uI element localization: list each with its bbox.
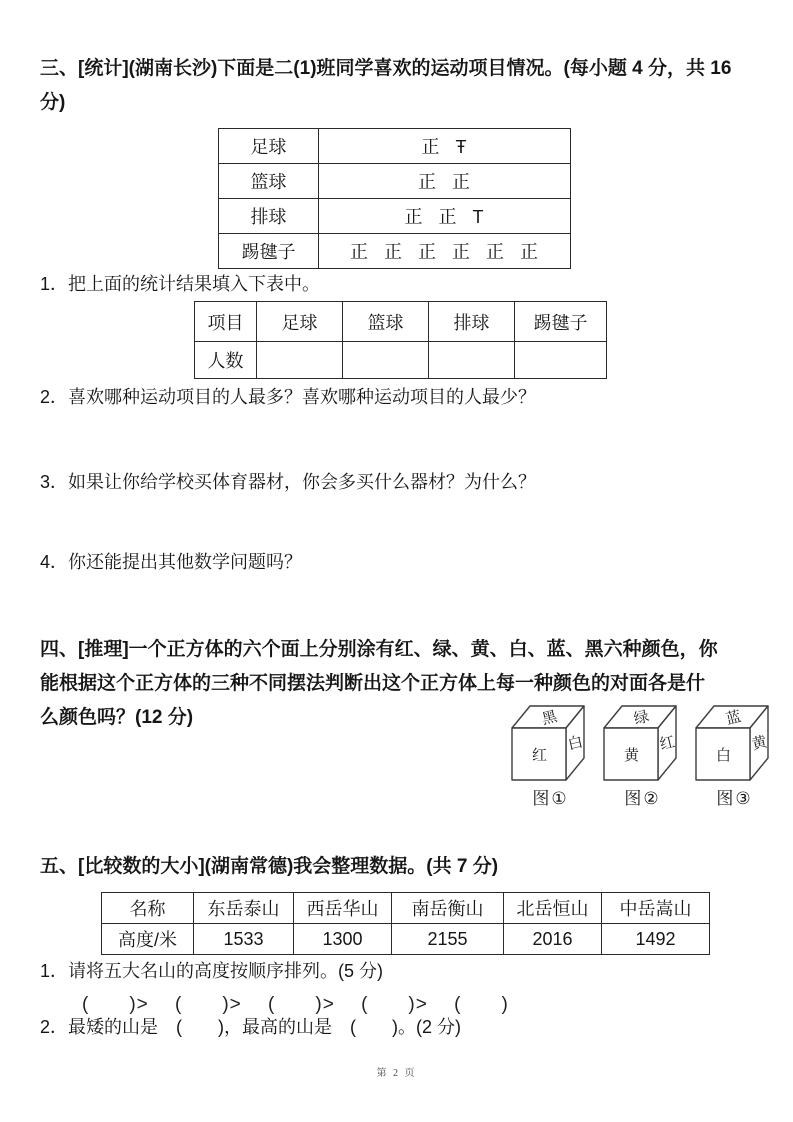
mountain-height-cell: 2016 xyxy=(504,924,602,955)
mountain-header-cell: 西岳华山 xyxy=(294,893,392,924)
question-3-3: 3．如果让你给学校买体育器材，你会多买什么器材？为什么？ xyxy=(40,472,537,492)
section3-heading-line2: 分) xyxy=(40,92,66,113)
question-3-4: 4．你还能提出其他数学问题吗？ xyxy=(40,552,303,572)
cube-top-label: 蓝 xyxy=(723,708,743,729)
mountain-header-cell: 东岳泰山 xyxy=(194,893,294,924)
cube-figure-1 xyxy=(505,700,596,809)
cube-drawing-1 xyxy=(506,700,596,782)
mountain-data-row xyxy=(102,924,710,955)
cube-front-label: 白 xyxy=(715,747,731,764)
cube-caption-1: 图① xyxy=(532,789,569,808)
cube-figures xyxy=(505,700,780,809)
mountain-height-cell: 1492 xyxy=(602,924,710,955)
section3-heading-line1: 三、[统计](湖南长沙)下面是二(1)班同学喜欢的运动项目情况。(每小题 4 分，共 16 xyxy=(40,58,732,79)
blank-answer-cell xyxy=(343,342,429,379)
section4-heading-line3: 么颜色吗？(12 分) xyxy=(40,707,194,728)
cube-caption-2: 图② xyxy=(624,789,661,808)
fill-header-row xyxy=(195,302,607,342)
cube-figure-3 xyxy=(689,700,780,809)
cube-caption-3: 图③ xyxy=(716,789,753,808)
cube-side-label: 白 xyxy=(565,733,585,754)
mountain-header-row xyxy=(102,893,710,924)
question-3-2: 2．喜欢哪种运动项目的人最多？喜欢哪种运动项目的人最少？ xyxy=(40,387,537,407)
section3-heading xyxy=(40,52,731,120)
cube-top-label: 绿 xyxy=(631,708,651,729)
mountain-height-cell: 2155 xyxy=(392,924,504,955)
fill-header-cell: 足球 xyxy=(257,302,343,342)
section5-heading: 五、[比较数的大小](湖南常德)我会整理数据。(共 7 分) xyxy=(40,856,499,877)
cube-top-label: 黑 xyxy=(539,708,559,729)
fill-row-label: 人数 xyxy=(195,342,257,379)
tally-row xyxy=(219,199,571,234)
fill-data-row xyxy=(195,342,607,379)
cube-drawing-2 xyxy=(598,700,688,782)
cube-side-label: 红 xyxy=(657,733,677,754)
page-number: 第 2 页 xyxy=(376,1068,417,1079)
tally-label-cell: 篮球 xyxy=(219,164,319,199)
tally-row xyxy=(219,234,571,269)
mountain-header-cell: 名称 xyxy=(102,893,194,924)
blank-answer-cell xyxy=(429,342,515,379)
cube-side-label: 黄 xyxy=(749,733,769,754)
blank-answer-cell xyxy=(515,342,607,379)
mountain-header-cell: 中岳嵩山 xyxy=(602,893,710,924)
tally-row xyxy=(219,129,571,164)
tally-label-cell: 足球 xyxy=(219,129,319,164)
tally-marks-cell: 正 Ŧ xyxy=(319,129,571,164)
tally-marks-cell: 正 正 T xyxy=(319,199,571,234)
blank-answer-cell xyxy=(257,342,343,379)
mountain-height-cell: 1300 xyxy=(294,924,392,955)
mountain-height-cell: 1533 xyxy=(194,924,294,955)
mountain-row-label: 高度/米 xyxy=(102,924,194,955)
mountain-table xyxy=(101,892,710,955)
question-3-1: 1．把上面的统计结果填入下表中。 xyxy=(40,274,321,294)
tally-row xyxy=(219,164,571,199)
tally-marks-cell: 正 正 xyxy=(319,164,571,199)
cube-front-label: 黄 xyxy=(623,747,639,764)
tally-marks-cell: 正 正 正 正 正 正 xyxy=(319,234,571,269)
question-5-2: 2．最矮的山是 ( )，最高的山是 ( )。(2 分) xyxy=(40,1017,461,1037)
mountain-header-cell: 北岳恒山 xyxy=(504,893,602,924)
fill-header-cell: 项目 xyxy=(195,302,257,342)
fill-header-cell: 篮球 xyxy=(343,302,429,342)
cube-front-label: 红 xyxy=(531,747,547,764)
fill-header-cell: 踢毽子 xyxy=(515,302,607,342)
section4-heading-line1: 四、[推理]一个正方体的六个面上分别涂有红、绿、黄、白、蓝、黑六种颜色，你 xyxy=(40,639,718,660)
cube-drawing-3 xyxy=(690,700,780,782)
question-5-1: 1．请将五大名山的高度按顺序排列。(5 分) xyxy=(40,961,384,981)
cube-figure-2 xyxy=(597,700,688,809)
section4-heading-line2: 能根据这个正方体的三种不同摆法判断出这个正方体上每一种颜色的对面各是什 xyxy=(40,673,706,694)
ordering-blanks-line: ( )> ( )> ( )> ( )> ( ) xyxy=(82,994,509,1015)
mountain-header-cell: 南岳衡山 xyxy=(392,893,504,924)
fill-in-table xyxy=(194,301,607,379)
tally-label-cell: 踢毽子 xyxy=(219,234,319,269)
fill-header-cell: 排球 xyxy=(429,302,515,342)
tally-label-cell: 排球 xyxy=(219,199,319,234)
tally-table xyxy=(218,128,571,269)
